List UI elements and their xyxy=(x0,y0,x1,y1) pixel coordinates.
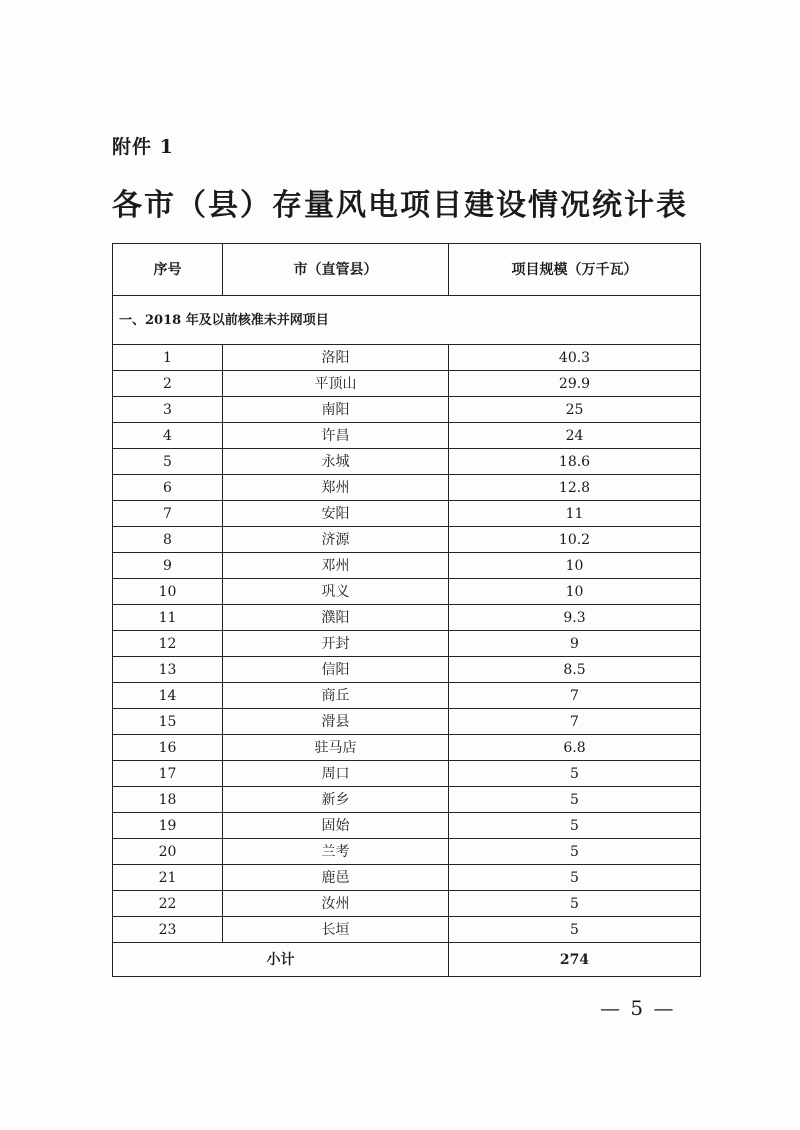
row-city: 开封 xyxy=(223,631,449,657)
table-row xyxy=(113,579,701,605)
row-serial-number: 3 xyxy=(113,397,223,423)
statistics-table xyxy=(112,243,701,977)
row-city: 郑州 xyxy=(223,475,449,501)
row-serial-number: 13 xyxy=(113,657,223,683)
row-capacity: 5 xyxy=(449,813,701,839)
table-row xyxy=(113,605,701,631)
row-city: 许昌 xyxy=(223,423,449,449)
row-city: 驻马店 xyxy=(223,735,449,761)
table-row xyxy=(113,735,701,761)
row-capacity: 5 xyxy=(449,787,701,813)
row-capacity: 7 xyxy=(449,709,701,735)
header-city: 市（直管县） xyxy=(223,244,449,296)
table-row xyxy=(113,787,701,813)
row-city: 永城 xyxy=(223,449,449,475)
row-serial-number: 2 xyxy=(113,371,223,397)
row-capacity: 8.5 xyxy=(449,657,701,683)
row-capacity: 5 xyxy=(449,917,701,943)
row-capacity: 40.3 xyxy=(449,345,701,371)
row-serial-number: 10 xyxy=(113,579,223,605)
row-city: 濮阳 xyxy=(223,605,449,631)
row-city: 汝州 xyxy=(223,891,449,917)
table-row xyxy=(113,553,701,579)
row-serial-number: 7 xyxy=(113,501,223,527)
table-row xyxy=(113,761,701,787)
row-serial-number: 1 xyxy=(113,345,223,371)
row-capacity: 9 xyxy=(449,631,701,657)
row-city: 新乡 xyxy=(223,787,449,813)
header-serial-number: 序号 xyxy=(113,244,223,296)
row-capacity: 5 xyxy=(449,761,701,787)
row-serial-number: 6 xyxy=(113,475,223,501)
row-city: 邓州 xyxy=(223,553,449,579)
row-capacity: 9.3 xyxy=(449,605,701,631)
row-serial-number: 8 xyxy=(113,527,223,553)
row-capacity: 10.2 xyxy=(449,527,701,553)
row-city: 兰考 xyxy=(223,839,449,865)
row-serial-number: 18 xyxy=(113,787,223,813)
section-title: 一、2018 年及以前核准未并网项目 xyxy=(113,296,701,345)
subtotal-label: 小计 xyxy=(113,943,449,977)
header-project-capacity: 项目规模（万千瓦） xyxy=(449,244,701,296)
table-row xyxy=(113,683,701,709)
table-row xyxy=(113,527,701,553)
row-capacity: 18.6 xyxy=(449,449,701,475)
row-city: 长垣 xyxy=(223,917,449,943)
row-serial-number: 22 xyxy=(113,891,223,917)
table-row xyxy=(113,423,701,449)
table-row xyxy=(113,709,701,735)
table-row xyxy=(113,501,701,527)
row-city: 南阳 xyxy=(223,397,449,423)
row-capacity: 10 xyxy=(449,553,701,579)
row-serial-number: 4 xyxy=(113,423,223,449)
row-serial-number: 14 xyxy=(113,683,223,709)
row-city: 固始 xyxy=(223,813,449,839)
table-row xyxy=(113,475,701,501)
table-row xyxy=(113,345,701,371)
row-city: 滑县 xyxy=(223,709,449,735)
row-capacity: 6.8 xyxy=(449,735,701,761)
row-capacity: 11 xyxy=(449,501,701,527)
attachment-label: 附件 1 xyxy=(112,136,174,158)
row-capacity: 25 xyxy=(449,397,701,423)
row-serial-number: 15 xyxy=(113,709,223,735)
row-serial-number: 16 xyxy=(113,735,223,761)
row-serial-number: 20 xyxy=(113,839,223,865)
table-row xyxy=(113,839,701,865)
row-city: 巩义 xyxy=(223,579,449,605)
row-capacity: 5 xyxy=(449,891,701,917)
row-capacity: 29.9 xyxy=(449,371,701,397)
table-row xyxy=(113,865,701,891)
row-serial-number: 5 xyxy=(113,449,223,475)
row-city: 商丘 xyxy=(223,683,449,709)
table-row xyxy=(113,657,701,683)
row-city: 安阳 xyxy=(223,501,449,527)
table-row xyxy=(113,397,701,423)
row-serial-number: 12 xyxy=(113,631,223,657)
table-row xyxy=(113,449,701,475)
table-row xyxy=(113,371,701,397)
table-row xyxy=(113,813,701,839)
row-city: 济源 xyxy=(223,527,449,553)
row-city: 鹿邑 xyxy=(223,865,449,891)
row-serial-number: 21 xyxy=(113,865,223,891)
row-capacity: 24 xyxy=(449,423,701,449)
page-number: — 5 — xyxy=(600,996,676,1020)
row-serial-number: 23 xyxy=(113,917,223,943)
section-row xyxy=(113,296,701,345)
row-serial-number: 17 xyxy=(113,761,223,787)
row-serial-number: 11 xyxy=(113,605,223,631)
row-serial-number: 9 xyxy=(113,553,223,579)
table-row xyxy=(113,917,701,943)
row-capacity: 7 xyxy=(449,683,701,709)
document-title: 各市（县）存量风电项目建设情况统计表 xyxy=(112,188,688,223)
subtotal-row xyxy=(113,943,701,977)
table-header-row xyxy=(113,244,701,296)
row-city: 信阳 xyxy=(223,657,449,683)
row-capacity: 10 xyxy=(449,579,701,605)
row-city: 平顶山 xyxy=(223,371,449,397)
row-city: 洛阳 xyxy=(223,345,449,371)
subtotal-value: 274 xyxy=(449,943,701,977)
row-capacity: 5 xyxy=(449,839,701,865)
row-capacity: 5 xyxy=(449,865,701,891)
row-city: 周口 xyxy=(223,761,449,787)
table-row xyxy=(113,891,701,917)
row-capacity: 12.8 xyxy=(449,475,701,501)
table-row xyxy=(113,631,701,657)
row-serial-number: 19 xyxy=(113,813,223,839)
